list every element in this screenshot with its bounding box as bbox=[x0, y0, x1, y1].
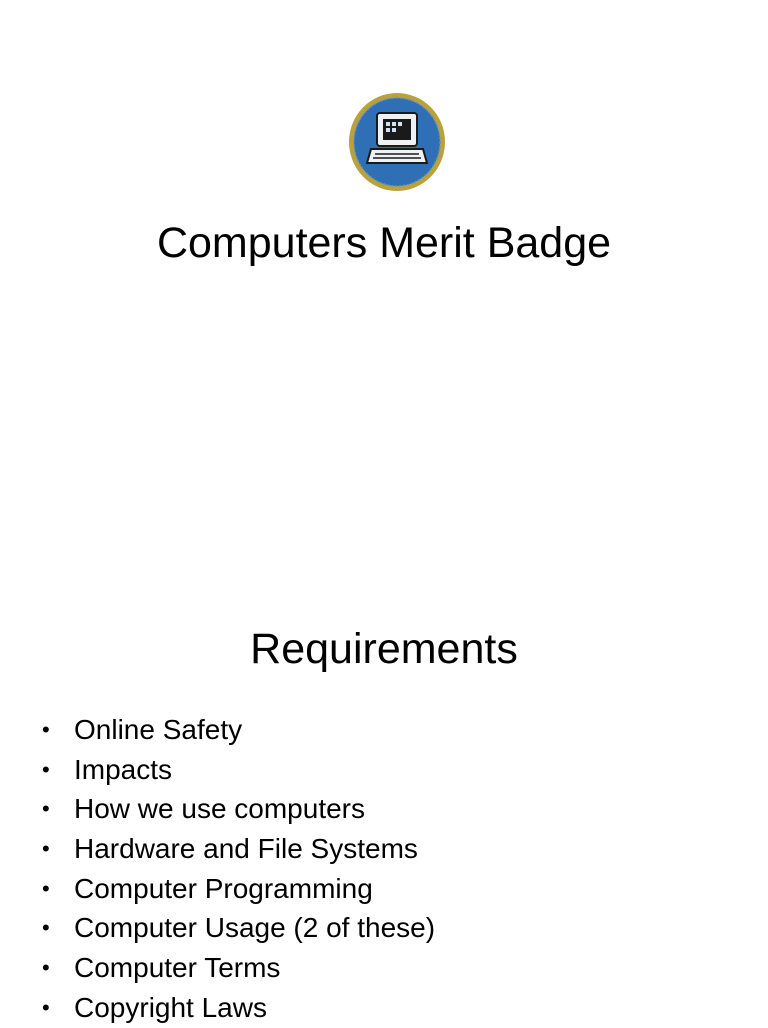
bullet-icon: • bbox=[42, 915, 50, 941]
bullet-icon: • bbox=[42, 796, 50, 822]
bullet-icon: • bbox=[42, 717, 50, 742]
list-item bbox=[42, 948, 435, 988]
slide-title: Computers Merit Badge bbox=[156, 219, 612, 267]
list-item bbox=[42, 869, 435, 909]
title-slide bbox=[0, 0, 768, 512]
list-item bbox=[42, 710, 435, 750]
list-item-text: Copyright Laws bbox=[74, 991, 267, 1023]
list-item bbox=[42, 908, 435, 948]
list-item-text: Computer Terms bbox=[74, 952, 281, 984]
requirements-list bbox=[42, 710, 435, 1028]
list-item-text: Online Safety bbox=[74, 714, 243, 745]
requirements-title: Requirements bbox=[250, 625, 518, 673]
bullet-icon: • bbox=[42, 875, 50, 901]
list-item bbox=[42, 789, 435, 829]
bullet-icon: • bbox=[42, 756, 50, 782]
requirements-slide bbox=[0, 512, 768, 1024]
computer-merit-badge-icon bbox=[347, 91, 447, 193]
bullet-icon: • bbox=[42, 836, 50, 862]
list-item bbox=[42, 988, 435, 1028]
list-item-text: Hardware and File Systems bbox=[74, 833, 418, 865]
list-item-text: Computer Programming bbox=[74, 872, 373, 904]
list-item-text: Computer Usage (2 of these) bbox=[74, 912, 436, 944]
list-item bbox=[42, 750, 435, 790]
list-item-text: Impacts bbox=[74, 753, 173, 785]
list-item-text: How we use computers bbox=[74, 793, 366, 825]
list-item bbox=[42, 829, 435, 869]
bullet-icon: • bbox=[42, 994, 50, 1020]
bullet-icon: • bbox=[42, 955, 50, 981]
